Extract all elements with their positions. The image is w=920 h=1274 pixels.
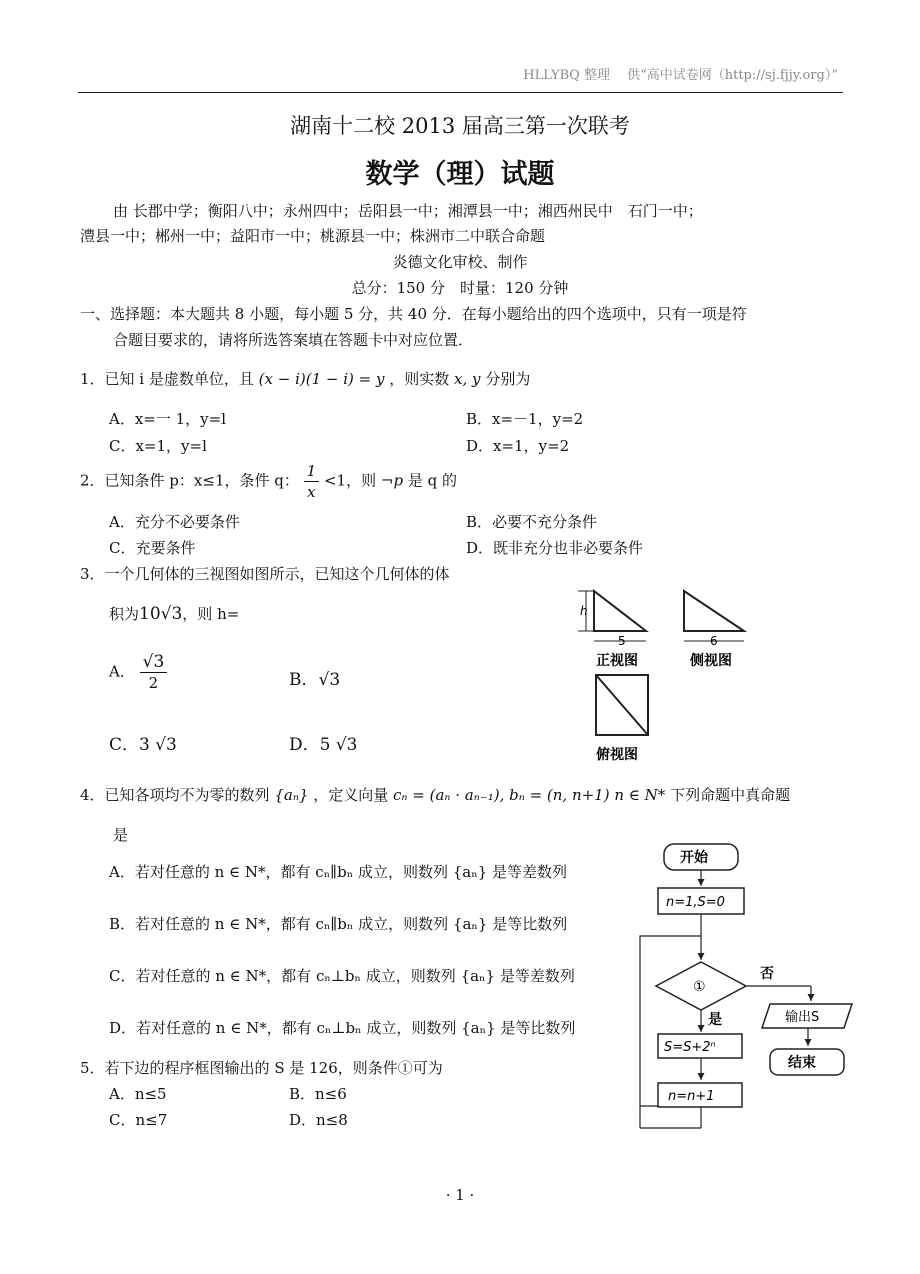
flow-no-label: 否 bbox=[760, 966, 774, 982]
q4-middle: ，定义向量 bbox=[313, 786, 389, 804]
question-3-stem-2 bbox=[109, 604, 239, 624]
top-view bbox=[596, 675, 648, 763]
q5-option-a: A．n≤5 bbox=[109, 1085, 167, 1103]
flow-condition bbox=[656, 962, 746, 1010]
q1-variables: x, y bbox=[454, 370, 481, 388]
q4-prefix: 4．已知各项均不为零的数列 bbox=[80, 786, 270, 804]
question-2-stem bbox=[80, 461, 457, 502]
section-heading-line-2: 合题目要求的，请将所选答案填在答题卡中对应位置． bbox=[113, 331, 474, 349]
q1-suffix-2: 分别为 bbox=[485, 370, 531, 388]
side-view-label: 侧视图 bbox=[690, 653, 732, 669]
flow-update-n bbox=[658, 1083, 742, 1107]
exam-subtitle: 数学（理）试题 bbox=[365, 159, 555, 190]
q2-option-a: A．充分不必要条件 bbox=[109, 513, 240, 531]
flow-update-n-label: n=n+1 bbox=[668, 1089, 715, 1104]
q2-fraction-numerator: 1 bbox=[304, 461, 320, 482]
q4-vectors: cₙ = (aₙ · aₙ₋₁), bₙ = (n, n+1) n ∈ N* bbox=[393, 786, 666, 804]
intro-line-1: 由 长郡中学；衡阳八中；永州四中；岳阳县一中；湘潭县一中；湘西州民中 石门一中； bbox=[113, 202, 703, 220]
q3-volume: 10√3 bbox=[139, 604, 183, 624]
intro-line-2: 澧县一中；郴州一中；益阳市一中；桃源县一中；株洲市二中联合命题 bbox=[80, 227, 546, 245]
q2-fraction-denominator: x bbox=[307, 483, 316, 501]
exam-title: 湖南十二校 2013 届高三第一次联考 bbox=[290, 114, 630, 138]
q3-stem-prefix: 积为 bbox=[109, 605, 140, 623]
q5-option-c: C．n≤7 bbox=[109, 1111, 168, 1129]
q3-option-a-denominator: 2 bbox=[148, 674, 159, 692]
three-view-figure bbox=[568, 585, 758, 765]
flow-start bbox=[664, 844, 738, 870]
q3-option-a-fraction bbox=[140, 652, 168, 693]
q4-option-a: A．若对任意的 n ∈ N*，都有 cₙ∥bₙ 成立，则数列 {aₙ} 是等差数列 bbox=[109, 863, 568, 881]
q2-prefix: 2．已知条件 p：x≤1，条件 q： bbox=[80, 471, 299, 490]
q1-option-b: B．x=－1，y=2 bbox=[466, 410, 584, 428]
q1-suffix: ，则实数 bbox=[389, 370, 450, 388]
front-dim-label: 5 bbox=[618, 634, 626, 648]
flow-update-s-label: S=S+2ⁿ bbox=[664, 1040, 716, 1055]
q3-option-a-label: A． bbox=[109, 662, 135, 681]
flow-end bbox=[770, 1049, 844, 1075]
flow-init-label: n=1,S=0 bbox=[666, 895, 725, 910]
flow-output-label: 输出S bbox=[785, 1010, 820, 1025]
q5-option-b: B．n≤6 bbox=[289, 1085, 347, 1103]
front-view bbox=[578, 591, 646, 669]
side-view bbox=[684, 591, 744, 669]
q4-sequence: {aₙ} bbox=[274, 786, 309, 804]
q4-option-c: C．若对任意的 n ∈ N*，都有 cₙ⊥bₙ 成立，则数列 {aₙ} 是等差数列 bbox=[109, 967, 575, 985]
intro-line-3: 炎德文化审校、制作 bbox=[392, 253, 528, 271]
question-4-stem bbox=[80, 785, 790, 805]
q2-not-p: ¬p bbox=[380, 471, 404, 490]
q3-option-d: D．5 √3 bbox=[289, 735, 358, 755]
q2-option-c: C．充要条件 bbox=[109, 539, 196, 557]
flow-start-label: 开始 bbox=[680, 850, 708, 866]
front-view-label: 正视图 bbox=[596, 653, 638, 669]
q3-option-a-numerator: √3 bbox=[140, 652, 168, 673]
question-1-stem bbox=[80, 369, 530, 389]
flow-init bbox=[658, 888, 744, 914]
header-rule bbox=[78, 92, 843, 93]
top-view-label: 俯视图 bbox=[596, 747, 638, 763]
section-heading-line-1: 一、选择题：本大题共 8 小题，每小题 5 分，共 40 分．在每小题给出的四个选项中，只有一项是符 bbox=[80, 305, 747, 323]
flow-output bbox=[762, 1004, 852, 1028]
flowchart bbox=[630, 836, 860, 1136]
q4-option-d: D．若对任意的 n ∈ N*，都有 cₙ⊥bₙ 成立，则数列 {aₙ} 是等比数列 bbox=[109, 1019, 576, 1037]
flow-yes-label: 是 bbox=[708, 1012, 722, 1028]
header-note: HLLYBQ 整理 供“高中试卷网（http://sj.fjjy.org）” bbox=[523, 68, 838, 83]
q1-option-c: C．x=1，y=l bbox=[109, 437, 207, 455]
q2-option-b: B．必要不充分条件 bbox=[466, 513, 598, 531]
q3-option-b: B．√3 bbox=[289, 670, 341, 690]
q1-prefix: 1．已知 i 是虚数单位，且 bbox=[80, 370, 254, 388]
flow-condition-label: ① bbox=[693, 979, 706, 995]
q3-option-c: C．3 √3 bbox=[109, 735, 177, 755]
q4-option-b: B．若对任意的 n ∈ N*，都有 cₙ∥bₙ 成立，则数列 {aₙ} 是等比数列 bbox=[109, 915, 568, 933]
question-5-stem: 5．若下边的程序框图输出的 S 是 126，则条件①可为 bbox=[80, 1059, 443, 1077]
side-dim-label: 6 bbox=[710, 634, 718, 648]
question-3-stem: 3．一个几何体的三视图如图所示，已知这个几何体的体 bbox=[80, 565, 450, 583]
q3-stem-suffix: ，则 h= bbox=[182, 605, 240, 623]
height-label: h bbox=[580, 604, 588, 618]
question-4-stem-2: 是 bbox=[113, 826, 129, 844]
q4-suffix: 下列命题中真命题 bbox=[670, 786, 791, 804]
q1-expression: (x − i)(1 − i) = y bbox=[258, 370, 385, 388]
q2-suffix: 是 q 的 bbox=[407, 471, 457, 490]
q2-option-d: D．既非充分也非必要条件 bbox=[466, 539, 644, 557]
q2-middle: <1，则 bbox=[323, 471, 377, 490]
q1-option-a: A．x=一 1，y=l bbox=[109, 410, 227, 428]
intro-line-4: 总分：150 分 时量：120 分钟 bbox=[351, 279, 569, 297]
q2-fraction bbox=[304, 461, 320, 502]
flow-update-s bbox=[658, 1034, 742, 1058]
q5-option-d: D．n≤8 bbox=[289, 1111, 348, 1129]
q1-option-d: D．x=1，y=2 bbox=[466, 437, 570, 455]
q3-option-a bbox=[109, 652, 167, 693]
flow-end-label: 结束 bbox=[788, 1055, 816, 1071]
page-number: · 1 · bbox=[445, 1186, 475, 1204]
